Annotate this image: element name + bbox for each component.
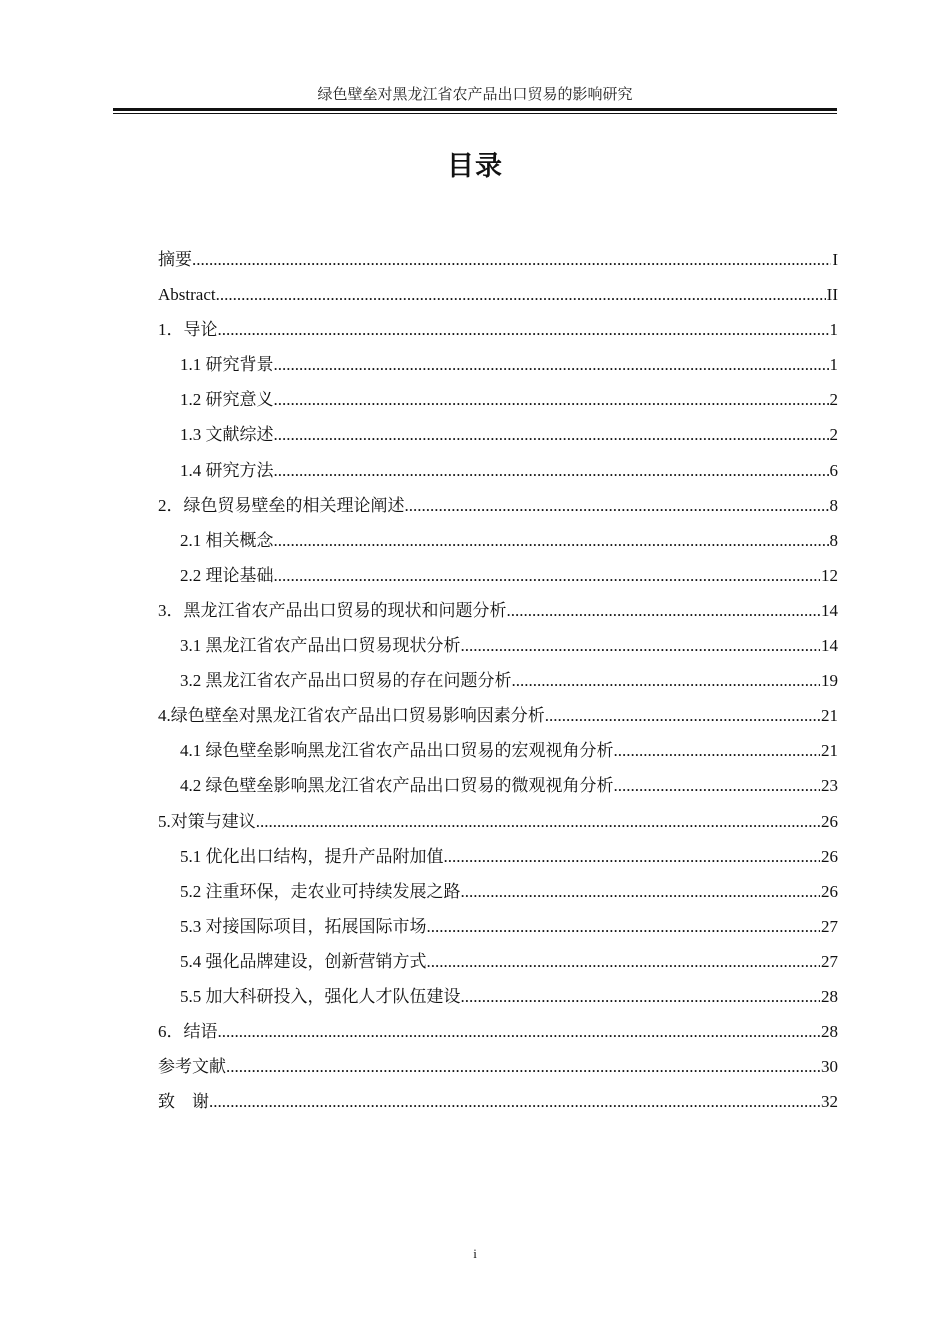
toc-entry-page: 27: [821, 916, 838, 936]
toc-entry-page: 8: [829, 495, 838, 515]
toc-entry[interactable]: [158, 1084, 838, 1119]
toc-entry[interactable]: [158, 839, 838, 874]
toc-entry[interactable]: [158, 277, 838, 312]
toc-entry[interactable]: [158, 979, 838, 1014]
toc-entry-page: 23: [821, 776, 838, 796]
toc-entry-label: Abstract: [158, 285, 216, 305]
toc-leader-dots: [218, 312, 829, 347]
toc-leader-dots: [545, 698, 820, 733]
toc-leader-dots: [614, 733, 821, 768]
toc-entry[interactable]: [158, 347, 838, 382]
toc-entry-page: 1: [829, 355, 838, 375]
toc-leader-dots: [614, 768, 821, 803]
header-rule-thick: [113, 108, 837, 111]
toc-entry-page: 30: [821, 1057, 838, 1077]
toc-entry-page: 32: [821, 1092, 838, 1112]
toc-entry-label: 5.1 优化出口结构，提升产品附加值: [180, 846, 444, 866]
toc-entry-page: 14: [821, 636, 838, 656]
toc-leader-dots: [461, 628, 821, 663]
toc-entry[interactable]: [158, 312, 838, 347]
toc-entry-label: 6．结语: [158, 1022, 218, 1042]
toc-leader-dots: [274, 347, 829, 382]
toc-entry[interactable]: [158, 663, 838, 698]
toc-entry[interactable]: [158, 523, 838, 558]
toc-leader-dots: [274, 453, 829, 488]
toc-entry-page: 27: [821, 951, 838, 971]
toc-entry-label: 致 谢: [158, 1092, 209, 1112]
toc-leader-dots: [461, 874, 821, 909]
toc-entry-label: 5.对策与建议: [158, 811, 256, 831]
toc-entry[interactable]: [158, 242, 838, 277]
toc-entry-page: 2: [829, 425, 838, 445]
toc-entry[interactable]: [158, 1014, 838, 1049]
toc-leader-dots: [192, 242, 831, 277]
toc-leader-dots: [274, 558, 821, 593]
toc-leader-dots: [427, 909, 821, 944]
toc-entry-label: 5.2 注重环保，走农业可持续发展之路: [180, 881, 461, 901]
toc-entry-label: 4.2 绿色壁垒影响黑龙江省农产品出口贸易的微观视角分析: [180, 776, 614, 796]
toc-leader-dots: [218, 1014, 821, 1049]
toc-entry-label: 1.2 研究意义: [180, 390, 274, 410]
toc-entry-page: 12: [821, 565, 838, 585]
toc-entry-page: 26: [821, 811, 838, 831]
toc-list: [158, 242, 838, 1119]
toc-entry-label: 1.4 研究方法: [180, 460, 274, 480]
toc-entry-label: 4.绿色壁垒对黑龙江省农产品出口贸易影响因素分析: [158, 706, 545, 726]
toc-entry-label: 1．导论: [158, 320, 218, 340]
toc-entry-page: 1: [829, 320, 838, 340]
toc-entry-label: 2.1 相关概念: [180, 530, 274, 550]
toc-entry-label: 参考文献: [158, 1057, 226, 1077]
toc-entry[interactable]: [158, 417, 838, 452]
toc-entry[interactable]: [158, 733, 838, 768]
toc-entry[interactable]: [158, 909, 838, 944]
toc-leader-dots: [256, 804, 820, 839]
toc-entry-page: 26: [821, 881, 838, 901]
toc-entry-page: 21: [821, 706, 838, 726]
toc-entry[interactable]: [158, 558, 838, 593]
toc-entry-label: 3．黑龙江省农产品出口贸易的现状和问题分析: [158, 600, 507, 620]
toc-leader-dots: [216, 277, 826, 312]
toc-entry[interactable]: [158, 488, 838, 523]
toc-leader-dots: [209, 1084, 820, 1119]
toc-entry[interactable]: [158, 1049, 838, 1084]
toc-entry-page: 2: [829, 390, 838, 410]
running-header: 绿色壁垒对黑龙江省农产品出口贸易的影响研究: [317, 87, 633, 103]
toc-leader-dots: [405, 488, 829, 523]
toc-entry-label: 5.5 加大科研投入，强化人才队伍建设: [180, 986, 461, 1006]
toc-entry-page: 6: [829, 460, 838, 480]
toc-leader-dots: [274, 382, 829, 417]
toc-entry-label: 2．绿色贸易壁垒的相关理论阐述: [158, 495, 405, 515]
toc-leader-dots: [512, 663, 821, 698]
toc-leader-dots: [507, 593, 821, 628]
toc-entry-page: 21: [821, 741, 838, 761]
toc-entry-label: 2.2 理论基础: [180, 565, 274, 585]
toc-leader-dots: [274, 523, 829, 558]
toc-entry-page: I: [832, 250, 838, 269]
toc-entry-page: 19: [821, 671, 838, 691]
toc-entry[interactable]: [158, 944, 838, 979]
toc-entry[interactable]: [158, 628, 838, 663]
toc-entry-label: 1.3 文献综述: [180, 425, 274, 445]
toc-entry[interactable]: [158, 698, 838, 733]
toc-leader-dots: [226, 1049, 820, 1084]
toc-entry[interactable]: [158, 593, 838, 628]
toc-entry-label: 3.2 黑龙江省农产品出口贸易的存在问题分析: [180, 671, 512, 691]
toc-entry-label: 摘要: [158, 250, 192, 269]
toc-title: 目录: [447, 151, 503, 182]
toc-entry-label: 1.1 研究背景: [180, 355, 274, 375]
footer-page-number: i: [473, 1246, 477, 1261]
toc-entry-page: 28: [821, 986, 838, 1006]
toc-entry[interactable]: [158, 382, 838, 417]
toc-entry-label: 5.3 对接国际项目，拓展国际市场: [180, 916, 427, 936]
toc-leader-dots: [427, 944, 821, 979]
toc-leader-dots: [461, 979, 821, 1014]
toc-entry-page: II: [826, 285, 838, 305]
header-rule-thin: [113, 113, 837, 114]
toc-entry-page: 26: [821, 846, 838, 866]
toc-entry-page: 28: [821, 1022, 838, 1042]
toc-leader-dots: [444, 839, 821, 874]
toc-entry-label: 4.1 绿色壁垒影响黑龙江省农产品出口贸易的宏观视角分析: [180, 741, 614, 761]
toc-entry-page: 14: [821, 600, 838, 620]
toc-entry[interactable]: [158, 768, 838, 803]
toc-entry[interactable]: [158, 804, 838, 839]
toc-entry[interactable]: [158, 874, 838, 909]
toc-leader-dots: [274, 417, 829, 452]
toc-entry[interactable]: [158, 453, 838, 488]
toc-entry-label: 3.1 黑龙江省农产品出口贸易现状分析: [180, 636, 461, 656]
toc-entry-page: 8: [829, 530, 838, 550]
toc-entry-label: 5.4 强化品牌建设，创新营销方式: [180, 951, 427, 971]
